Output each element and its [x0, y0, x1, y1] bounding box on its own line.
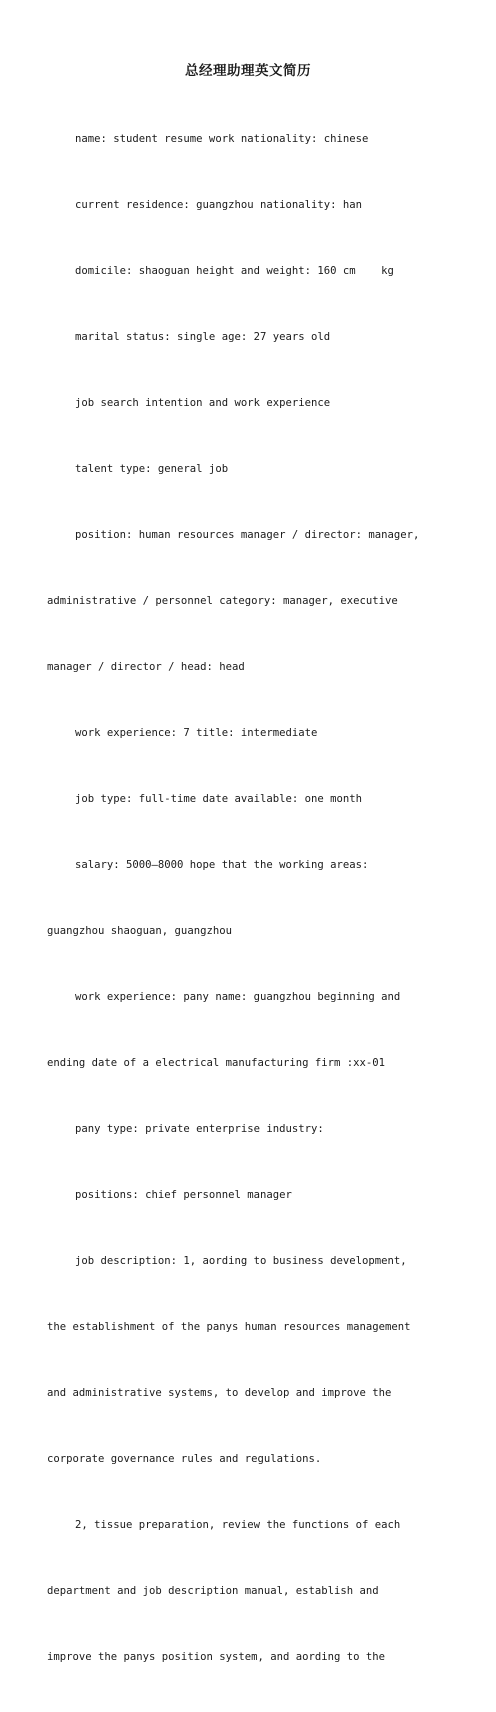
body-line: domicile: shaoguan height and weight: 160 cm kg — [75, 265, 394, 277]
body-line: ending date of a electrical manufacturing firm :xx-01 — [47, 1057, 386, 1069]
body-line: job type: full-time date available: one month — [75, 793, 363, 805]
body-line: job description: 1, aording to business development, — [75, 1255, 407, 1267]
body-line: position: human resources manager / director: manager, — [75, 529, 420, 541]
body-line: corporate governance rules and regulations. — [47, 1453, 322, 1465]
body-line: positions: chief personnel manager — [75, 1189, 292, 1201]
body-line: work experience: pany name: guangzhou beginning and — [75, 991, 401, 1003]
body-line: improve the panys position system, and aording to the — [47, 1651, 386, 1663]
body-line: the establishment of the panys human resources management — [47, 1321, 411, 1333]
body-line: administrative / personnel category: manager, executive — [47, 595, 398, 607]
document-title: 总经理助理英文简历 — [185, 63, 311, 79]
body-line: talent type: general job — [75, 463, 229, 475]
body-line: marital status: single age: 27 years old — [75, 331, 331, 343]
body-line: work experience: 7 title: intermediate — [75, 727, 318, 739]
body-line: manager / director / head: head — [47, 661, 245, 673]
body-line: guangzhou shaoguan, guangzhou — [47, 925, 232, 937]
body-line: and administrative systems, to develop and improve the — [47, 1387, 392, 1399]
body-line: pany type: private enterprise industry: — [75, 1123, 324, 1135]
body-line: department and job description manual, establish and — [47, 1585, 379, 1597]
body-line: 2, tissue preparation, review the functions of each — [75, 1519, 401, 1531]
body-line: current residence: guangzhou nationality: han — [75, 199, 363, 211]
body-line: name: student resume work nationality: chinese — [75, 133, 369, 145]
body-line: salary: 5000—8000 hope that the working areas: — [75, 859, 369, 871]
body-line: job search intention and work experience — [75, 397, 331, 409]
document-body — [47, 84, 420, 1712]
